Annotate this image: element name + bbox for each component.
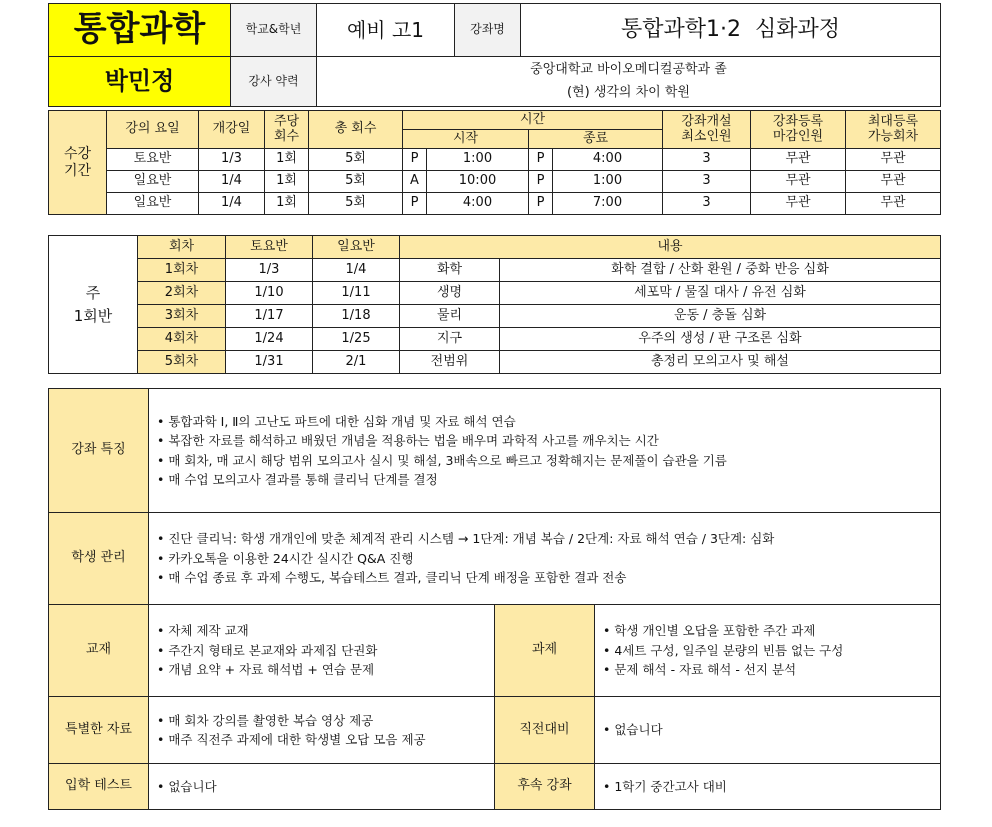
header-deadline: 강좌등록 마감인원 <box>751 111 846 149</box>
exam-prep-cell <box>595 697 941 764</box>
sessions-table <box>48 235 941 374</box>
table-row <box>49 282 941 305</box>
subject-cell: 생명 <box>400 282 500 305</box>
start-time-cell: 1:00 <box>427 149 529 171</box>
features-label: 강좌 특징 <box>49 389 149 513</box>
header-start-date: 개강일 <box>199 111 265 149</box>
homework-label: 과제 <box>495 605 595 697</box>
header-time: 시간 <box>403 111 663 130</box>
textbook-cell <box>149 605 495 697</box>
grade-value: 예비 고1 <box>317 4 455 57</box>
end-ampm-cell: P <box>529 149 553 171</box>
header-table <box>48 3 941 107</box>
textbook-label: 교재 <box>49 605 149 697</box>
day-cell: 토요반 <box>107 149 199 171</box>
features-cell <box>149 389 941 513</box>
list-item: • 진단 클리닉: 학생 개개인에 맞춘 체계적 관리 시스템 → 1단계: 개념 복습 / 2단계: 자료 해석 연습 / 3단계: 심화 <box>157 529 940 548</box>
followup-list <box>595 777 940 796</box>
followup-cell <box>595 764 941 810</box>
weekly-cell: 1회 <box>265 149 309 171</box>
subject-cell: 화학 <box>400 259 500 282</box>
start-date-cell: 1/4 <box>199 193 265 215</box>
deadline-cell: 무관 <box>751 193 846 215</box>
content-cell: 우주의 생성 / 판 구조론 심화 <box>500 328 941 351</box>
entrance-label: 입학 테스트 <box>49 764 149 810</box>
features-list <box>149 412 940 490</box>
min-cell: 3 <box>663 149 751 171</box>
list-item: • 통합과학 Ⅰ, Ⅱ의 고난도 파트에 대한 심화 개념 및 자료 해석 연습 <box>157 412 940 431</box>
list-item: • 학생 개인별 오답을 포함한 주간 과제 <box>603 621 940 640</box>
total-cell: 5회 <box>309 193 403 215</box>
details-table <box>48 388 941 810</box>
list-item: • 주간지 형태로 본교재와 과제집 단권화 <box>157 641 494 660</box>
start-time-cell: 10:00 <box>427 171 529 193</box>
sat-date-cell: 1/24 <box>226 328 313 351</box>
header-min: 강좌개설 최소인원 <box>663 111 751 149</box>
entrance-list <box>149 777 494 796</box>
weekly-cell: 1회 <box>265 171 309 193</box>
content-cell: 총정리 모의고사 및 해설 <box>500 351 941 374</box>
grade-label: 학교&학년 <box>231 4 317 57</box>
list-item: • 4세트 구성, 일주일 분량의 빈틈 없는 구성 <box>603 641 940 660</box>
profile-cell <box>317 57 941 107</box>
weekly-cell: 1회 <box>265 193 309 215</box>
profile-line-2: (현) 생각의 차이 학원 <box>566 84 690 100</box>
entrance-cell <box>149 764 495 810</box>
subject-cell: 물리 <box>400 305 500 328</box>
followup-label: 후속 강좌 <box>495 764 595 810</box>
list-item: • 1학기 중간고사 대비 <box>603 777 940 796</box>
start-ampm-cell: P <box>403 149 427 171</box>
max-session-cell: 무관 <box>846 193 941 215</box>
round-cell: 4회차 <box>138 328 226 351</box>
header-day: 강의 요일 <box>107 111 199 149</box>
header-end: 종료 <box>529 130 663 149</box>
round-cell: 5회차 <box>138 351 226 374</box>
sun-date-cell: 1/4 <box>313 259 400 282</box>
min-cell: 3 <box>663 171 751 193</box>
profile-line-1: 중앙대학교 바이오메디컬공학과 졸 <box>530 62 727 78</box>
end-time-cell: 1:00 <box>553 171 663 193</box>
list-item: • 매 수업 모의고사 결과를 통해 클리닉 단계를 결정 <box>157 470 940 489</box>
header-section <box>48 3 940 107</box>
start-ampm-cell: A <box>403 171 427 193</box>
total-cell: 5회 <box>309 149 403 171</box>
header-max-session: 최대등록 가능회차 <box>846 111 941 149</box>
header-start: 시작 <box>403 130 529 149</box>
management-label: 학생 관리 <box>49 513 149 605</box>
subject-cell: 전범위 <box>400 351 500 374</box>
max-session-cell: 무관 <box>846 171 941 193</box>
list-item: • 개념 요약 + 자료 해석법 + 연습 문제 <box>157 660 494 679</box>
table-row <box>49 328 941 351</box>
end-time-cell: 4:00 <box>553 149 663 171</box>
header-weekly: 주당 회수 <box>265 111 309 149</box>
sun-date-cell: 1/11 <box>313 282 400 305</box>
sat-date-cell: 1/31 <box>226 351 313 374</box>
schedule-table <box>48 110 941 215</box>
subject-cell: 지구 <box>400 328 500 351</box>
sat-date-cell: 1/10 <box>226 282 313 305</box>
list-item: • 없습니다 <box>157 777 494 796</box>
homework-list <box>595 621 940 679</box>
profile-label: 강사 약력 <box>231 57 317 107</box>
total-cell: 5회 <box>309 171 403 193</box>
homework-cell <box>595 605 941 697</box>
sessions-label: 주 1회반 <box>49 236 138 374</box>
content-cell: 세포막 / 물질 대사 / 유전 심화 <box>500 282 941 305</box>
start-date-cell: 1/3 <box>199 149 265 171</box>
end-ampm-cell: P <box>529 193 553 215</box>
subject-title: 통합과학 <box>49 4 231 57</box>
round-cell: 2회차 <box>138 282 226 305</box>
special-cell <box>149 697 495 764</box>
table-row <box>49 351 941 374</box>
end-ampm-cell: P <box>529 171 553 193</box>
day-cell: 일요반 <box>107 171 199 193</box>
table-row <box>49 149 941 171</box>
management-cell <box>149 513 941 605</box>
start-date-cell: 1/4 <box>199 171 265 193</box>
course-name: 통합과학1·2 심화과정 <box>521 4 941 57</box>
management-list <box>149 529 940 587</box>
header-sun: 일요반 <box>313 236 400 259</box>
special-list <box>149 711 494 750</box>
min-cell: 3 <box>663 193 751 215</box>
list-item: • 매 회차 강의를 촬영한 복습 영상 제공 <box>157 711 494 730</box>
exam-prep-list <box>595 720 940 739</box>
header-total: 총 회수 <box>309 111 403 149</box>
content-cell: 화학 결합 / 산화 환원 / 중화 반응 심화 <box>500 259 941 282</box>
header-content: 내용 <box>400 236 941 259</box>
deadline-cell: 무관 <box>751 171 846 193</box>
content-cell: 운동 / 충돌 심화 <box>500 305 941 328</box>
list-item: • 카카오톡을 이용한 24시간 실시간 Q&A 진행 <box>157 549 940 568</box>
list-item: • 복잡한 자료를 해석하고 배웠던 개념을 적용하는 법을 배우며 과학적 사고를 깨우치는 시간 <box>157 431 940 450</box>
table-row <box>49 305 941 328</box>
sun-date-cell: 1/18 <box>313 305 400 328</box>
period-label: 수강 기간 <box>49 111 107 215</box>
round-cell: 1회차 <box>138 259 226 282</box>
header-round: 회차 <box>138 236 226 259</box>
sun-date-cell: 1/25 <box>313 328 400 351</box>
sat-date-cell: 1/3 <box>226 259 313 282</box>
list-item: • 매 수업 종료 후 과제 수행도, 복습테스트 결과, 클리닉 단계 배정을 포함한 결과 전송 <box>157 568 940 587</box>
start-time-cell: 4:00 <box>427 193 529 215</box>
start-ampm-cell: P <box>403 193 427 215</box>
list-item: • 문제 해석 - 자료 해석 - 선지 분석 <box>603 660 940 679</box>
sat-date-cell: 1/17 <box>226 305 313 328</box>
end-time-cell: 7:00 <box>553 193 663 215</box>
exam-prep-label: 직전대비 <box>495 697 595 764</box>
round-cell: 3회차 <box>138 305 226 328</box>
sessions-section <box>48 235 940 374</box>
list-item: • 매 회차, 매 교시 해당 범위 모의고사 실시 및 해설, 3배속으로 빠르고 정확해지는 문제풀이 습관을 기름 <box>157 451 940 470</box>
table-row <box>49 259 941 282</box>
instructor-name: 박민정 <box>49 57 231 107</box>
table-row <box>49 171 941 193</box>
list-item: • 자체 제작 교재 <box>157 621 494 640</box>
list-item: • 매주 직전주 과제에 대한 학생별 오답 모음 제공 <box>157 730 494 749</box>
course-label: 강좌명 <box>455 4 521 57</box>
header-sat: 토요반 <box>226 236 313 259</box>
schedule-section <box>48 110 940 215</box>
sun-date-cell: 2/1 <box>313 351 400 374</box>
day-cell: 일요반 <box>107 193 199 215</box>
textbook-list <box>149 621 494 679</box>
special-label: 특별한 자료 <box>49 697 149 764</box>
details-section <box>48 388 940 810</box>
table-row <box>49 193 941 215</box>
max-session-cell: 무관 <box>846 149 941 171</box>
list-item: • 없습니다 <box>603 720 940 739</box>
deadline-cell: 무관 <box>751 149 846 171</box>
